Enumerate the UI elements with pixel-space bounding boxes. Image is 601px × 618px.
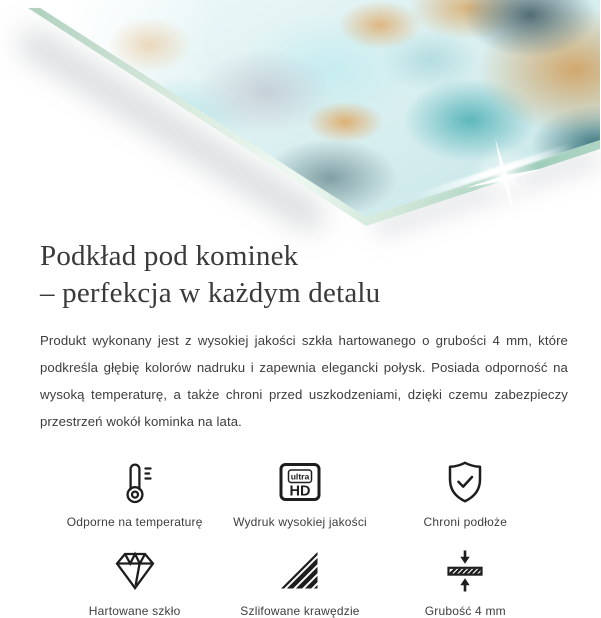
feature-print-quality: [217, 458, 382, 529]
feature-tempered-glass: [52, 547, 217, 618]
content-section: [0, 238, 600, 618]
ultra-hd-icon: [272, 458, 328, 506]
feature-protects-floor: [383, 458, 548, 529]
thickness-icon: [437, 547, 493, 595]
feature-temperature-resistant: [52, 458, 217, 529]
feature-label: Odporne na temperaturę: [66, 515, 203, 529]
ultra-text: ultra: [290, 471, 310, 482]
polished-edges-icon: [272, 547, 328, 595]
features-grid: [40, 458, 560, 618]
feature-thickness: [383, 547, 548, 618]
page-title: [40, 238, 560, 312]
diamond-icon: [107, 547, 163, 595]
title-line-1: Podkład pod kominek: [40, 240, 299, 272]
hd-text: HD: [289, 483, 311, 500]
product-photo: [0, 0, 600, 230]
feature-label: Grubość 4 mm: [424, 604, 506, 618]
product-description: Produkt wykonany jest z wysokiej jakości szkła hartowanego o grubości 4 mm, które podkreśla głębię kolorów nadruku i zapewnia elegancki połysk. Posiada odporność na wysoką temperaturę, a także chroni przed uszkodzeniami, dzięki czemu zabezpieczy przestrzeń wokół kominka na lata.: [40, 333, 568, 429]
feature-polished-edges: [217, 547, 382, 618]
feature-label: Wydruk wysokiej jakości: [233, 515, 367, 529]
sparkle-flare-icon: [460, 133, 550, 223]
feature-label: Szlifowane krawędzie: [240, 604, 360, 618]
shield-check-icon: [437, 458, 493, 506]
feature-label: Hartowane szkło: [88, 604, 181, 618]
thermometer-icon: [107, 458, 163, 506]
feature-label: Chroni podłoże: [423, 515, 508, 529]
title-line-2: – perfekcja w każdym detalu: [40, 277, 381, 309]
